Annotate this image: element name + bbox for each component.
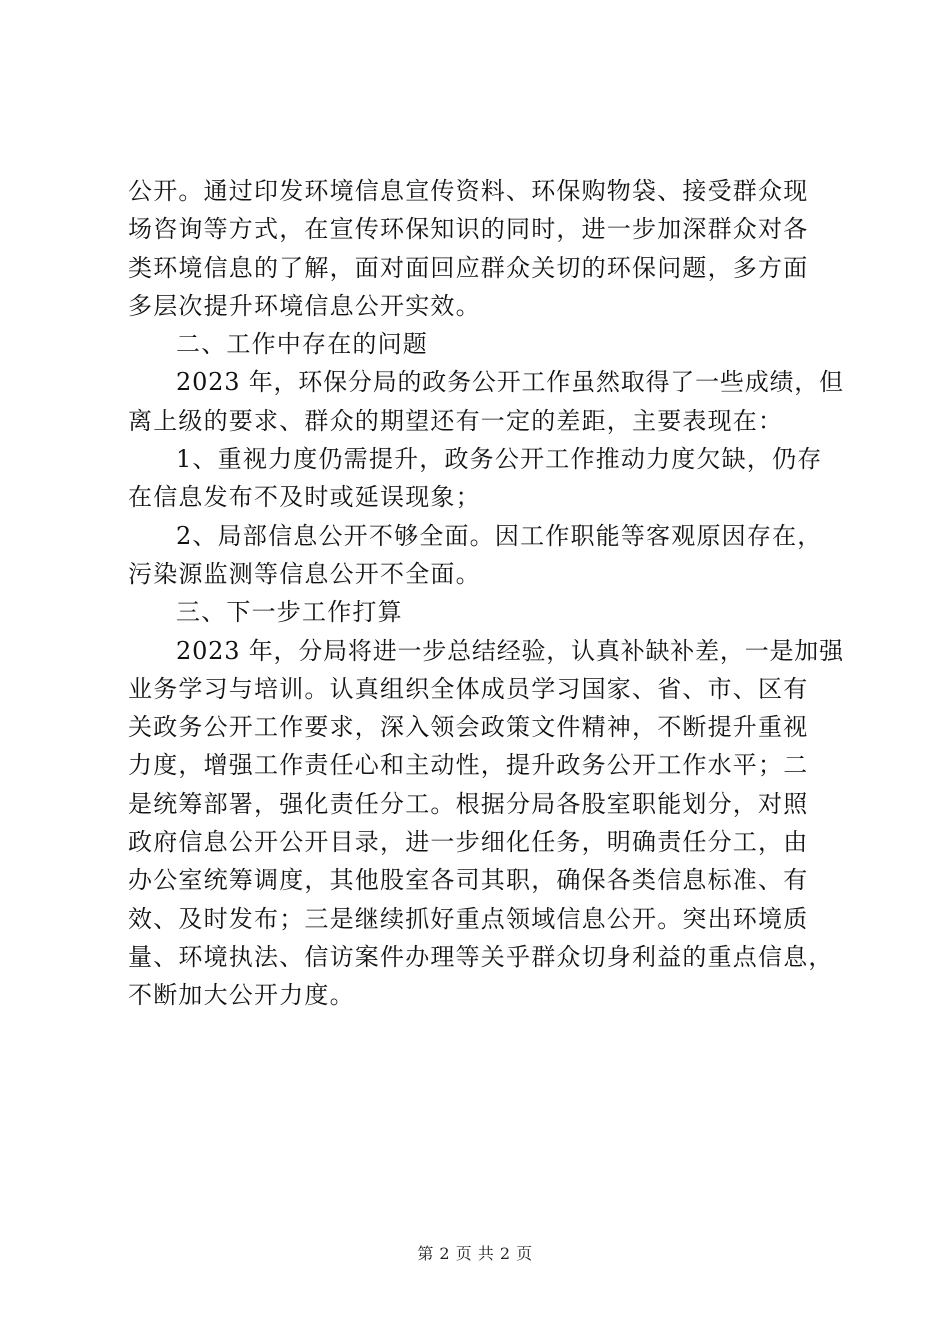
text-line: 2023 年，分局将进一步总结经验，认真补缺补差，一是加强 <box>176 636 844 665</box>
text-line: 量、环境执法、信访案件办理等关乎群众切身利益的重点信息， <box>128 942 834 971</box>
text-line: 不断加大公开力度。 <box>128 981 355 1010</box>
text-line: 政府信息公开公开目录，进一步细化任务，明确责任分工，由 <box>128 828 809 857</box>
text-line: 在信息发布不及时或延误现象； <box>128 483 481 512</box>
text-line: 场咨询等方式，在宣传环保知识的同时，进一步加深群众对各 <box>128 215 809 244</box>
text-line: 多层次提升环境信息公开实效。 <box>128 291 481 320</box>
page-number-footer: 第 2 页 共 2 页 <box>417 1244 533 1263</box>
text-line: 效、及时发布；三是继续抓好重点领域信息公开。突出环境质 <box>128 904 809 933</box>
text-line: 类环境信息的了解，面对面回应群众关切的环保问题，多方面 <box>128 253 809 282</box>
text-line: 业务学习与培训。认真组织全体成员学习国家、省、市、区有 <box>128 674 809 703</box>
section-heading: 三、下一步工作打算 <box>176 598 403 627</box>
document-body <box>128 172 844 1015</box>
text-line: 力度，增强工作责任心和主动性，提升政务公开工作水平；二 <box>128 751 809 780</box>
text-line: 公开。通过印发环境信息宣传资料、环保购物袋、接受群众现 <box>128 177 809 205</box>
text-line: 关政务公开工作要求，深入领会政策文件精神，不断提升重视 <box>128 713 809 742</box>
text-line: 2023 年，环保分局的政务公开工作虽然取得了一些成绩，但 <box>176 368 844 397</box>
section-heading: 二、工作中存在的问题 <box>176 330 428 359</box>
text-line: 污染源监测等信息公开不全面。 <box>128 559 481 588</box>
text-line: 是统筹部署，强化责任分工。根据分局各股室职能划分，对照 <box>128 789 809 818</box>
text-line: 办公室统筹调度，其他股室各司其职，确保各类信息标准、有 <box>128 866 809 895</box>
text-line: 1、重视力度仍需提升，政务公开工作推动力度欠缺，仍存 <box>176 445 823 474</box>
text-line: 2、局部信息公开不够全面。因工作职能等客观原因存在， <box>176 521 823 550</box>
text-line: 离上级的要求、群众的期望还有一定的差距，主要表现在： <box>128 406 784 435</box>
